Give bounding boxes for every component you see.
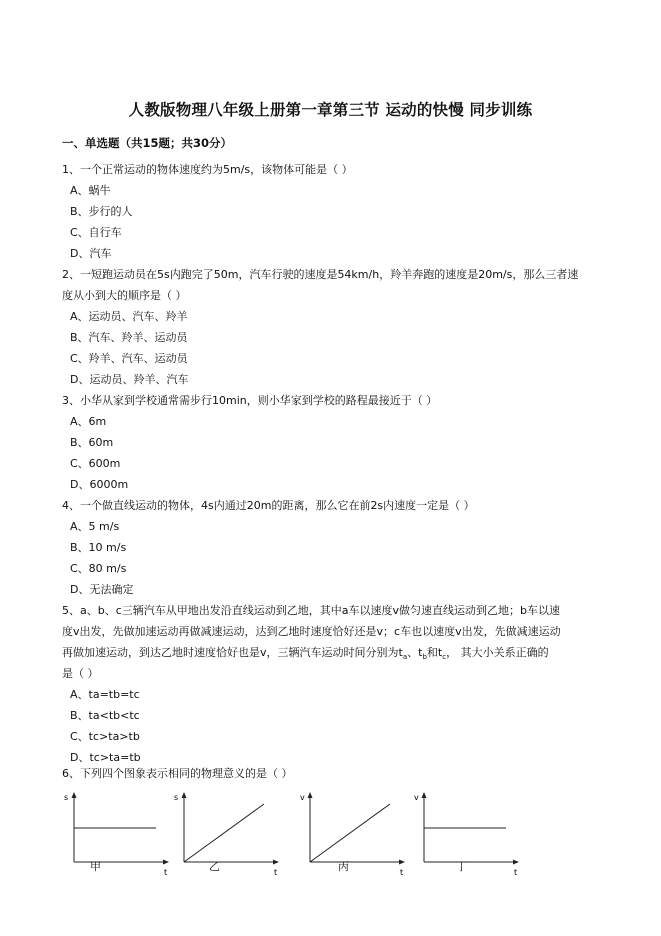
section-heading: 一、单选题（共15题；共30分）: [62, 136, 233, 150]
x-axis-arrow-icon: [399, 860, 405, 865]
graph-bing: [298, 790, 408, 880]
question-5-option-b: B、ta<tb<tc: [70, 709, 140, 722]
x-axis-arrow-icon: [163, 860, 169, 865]
y-axis-label: v: [414, 793, 419, 802]
y-axis-arrow-icon: [182, 792, 187, 798]
stem-text: 和t: [426, 646, 443, 659]
question-5-stem-line-3: [62, 646, 549, 664]
question-5-stem-line-2: 度v出发，先做加速运动再做减速运动，达到乙地时速度恰好还是v；c车也以速度v出发，先做减速运动: [62, 625, 561, 638]
question-3-option-b: B、60m: [70, 436, 114, 449]
graph-ding: [412, 790, 522, 880]
document-title: 人教版物理八年级上册第一章第三节 运动的快慢 同步训练: [128, 101, 533, 119]
y-axis-label: s: [174, 793, 179, 802]
question-2-option-b: B、汽车、羚羊、运动员: [70, 331, 188, 344]
question-2-option-d: D、运动员、羚羊、汽车: [70, 373, 189, 386]
question-1-stem: 1、一个正常运动的物体速度约为5m/s，该物体可能是（ ）: [62, 163, 353, 176]
question-1-option-b: B、步行的人: [70, 205, 133, 218]
x-axis-label: t: [274, 868, 278, 877]
question-4-option-a: A、5 m/s: [70, 520, 120, 533]
graph-line: [310, 804, 390, 862]
subscript-a: a: [402, 653, 408, 662]
graph-yi: [172, 790, 282, 880]
graph-label-bing: 丙: [338, 860, 349, 873]
x-axis-arrow-icon: [513, 860, 519, 865]
x-axis-label: t: [164, 868, 168, 877]
question-2-stem-line-1: 2、一短跑运动员在5s内跑完了50m，汽车行驶的速度是54km/h，羚羊奔跑的速度是20m/s，那么三者速: [62, 268, 579, 281]
subscript-c: c: [442, 653, 447, 662]
question-1-option-a: A、蜗牛: [70, 184, 111, 197]
y-axis-label: s: [64, 793, 69, 802]
question-3-option-d: D、6000m: [70, 478, 129, 491]
question-3-stem: 3、小华从家到学校通常需步行10min，则小华家到学校的路程最接近于（ ）: [62, 394, 438, 407]
x-axis-arrow-icon: [273, 860, 279, 865]
x-axis-label: t: [400, 868, 404, 877]
graph-label-yi: 乙: [209, 860, 220, 873]
graph-line: [184, 804, 264, 862]
graph-label-jia: 甲: [90, 860, 101, 873]
question-3-option-a: A、6m: [70, 415, 107, 428]
question-2-option-a: A、运动员、汽车、羚羊: [70, 310, 188, 323]
question-5-stem-line-1: 5、a、b、c三辆汽车从甲地出发沿直线运动到乙地，其中a车以速度v做匀速直线运动到乙地；b车以速: [62, 604, 560, 617]
question-5-option-c: C、tc>ta>tb: [70, 730, 140, 743]
question-2-option-c: C、羚羊、汽车、运动员: [70, 352, 188, 365]
y-axis-arrow-icon: [308, 792, 313, 798]
question-3-option-c: C、600m: [70, 457, 121, 470]
stem-text: ， 其大小关系正确的: [446, 646, 549, 659]
subscript-b: b: [422, 653, 427, 662]
question-5-option-a: A、ta=tb=tc: [70, 688, 140, 701]
question-2-stem-line-2: 度从小到大的顺序是（ ）: [62, 289, 187, 302]
question-4-option-c: C、80 m/s: [70, 562, 127, 575]
question-5-stem-line-4: 是（ ）: [62, 667, 99, 680]
question-4-option-b: B、10 m/s: [70, 541, 127, 554]
stem-text: 再做加速运动，到达乙地时速度恰好也是v，三辆汽车运动时间分别为t: [62, 646, 403, 659]
x-axis-label: t: [514, 868, 518, 877]
question-5-option-d: D、tc>ta=tb: [70, 751, 141, 764]
question-1-option-c: C、自行车: [70, 226, 122, 239]
question-6-stem: 6、下列四个图象表示相同的物理意义的是（ ）: [62, 767, 293, 780]
question-4-stem: 4、一个做直线运动的物体，4s内通过20m的距离，那么它在前2s内速度一定是（ ）: [62, 499, 475, 512]
graph-label-ding: 丁: [456, 860, 467, 873]
graph-jia: [62, 790, 172, 880]
stem-text: 、t: [407, 646, 423, 659]
y-axis-arrow-icon: [72, 792, 77, 798]
y-axis-arrow-icon: [422, 792, 427, 798]
question-4-option-d: D、无法确定: [70, 583, 134, 596]
question-1-option-d: D、汽车: [70, 247, 112, 260]
y-axis-label: v: [300, 793, 305, 802]
